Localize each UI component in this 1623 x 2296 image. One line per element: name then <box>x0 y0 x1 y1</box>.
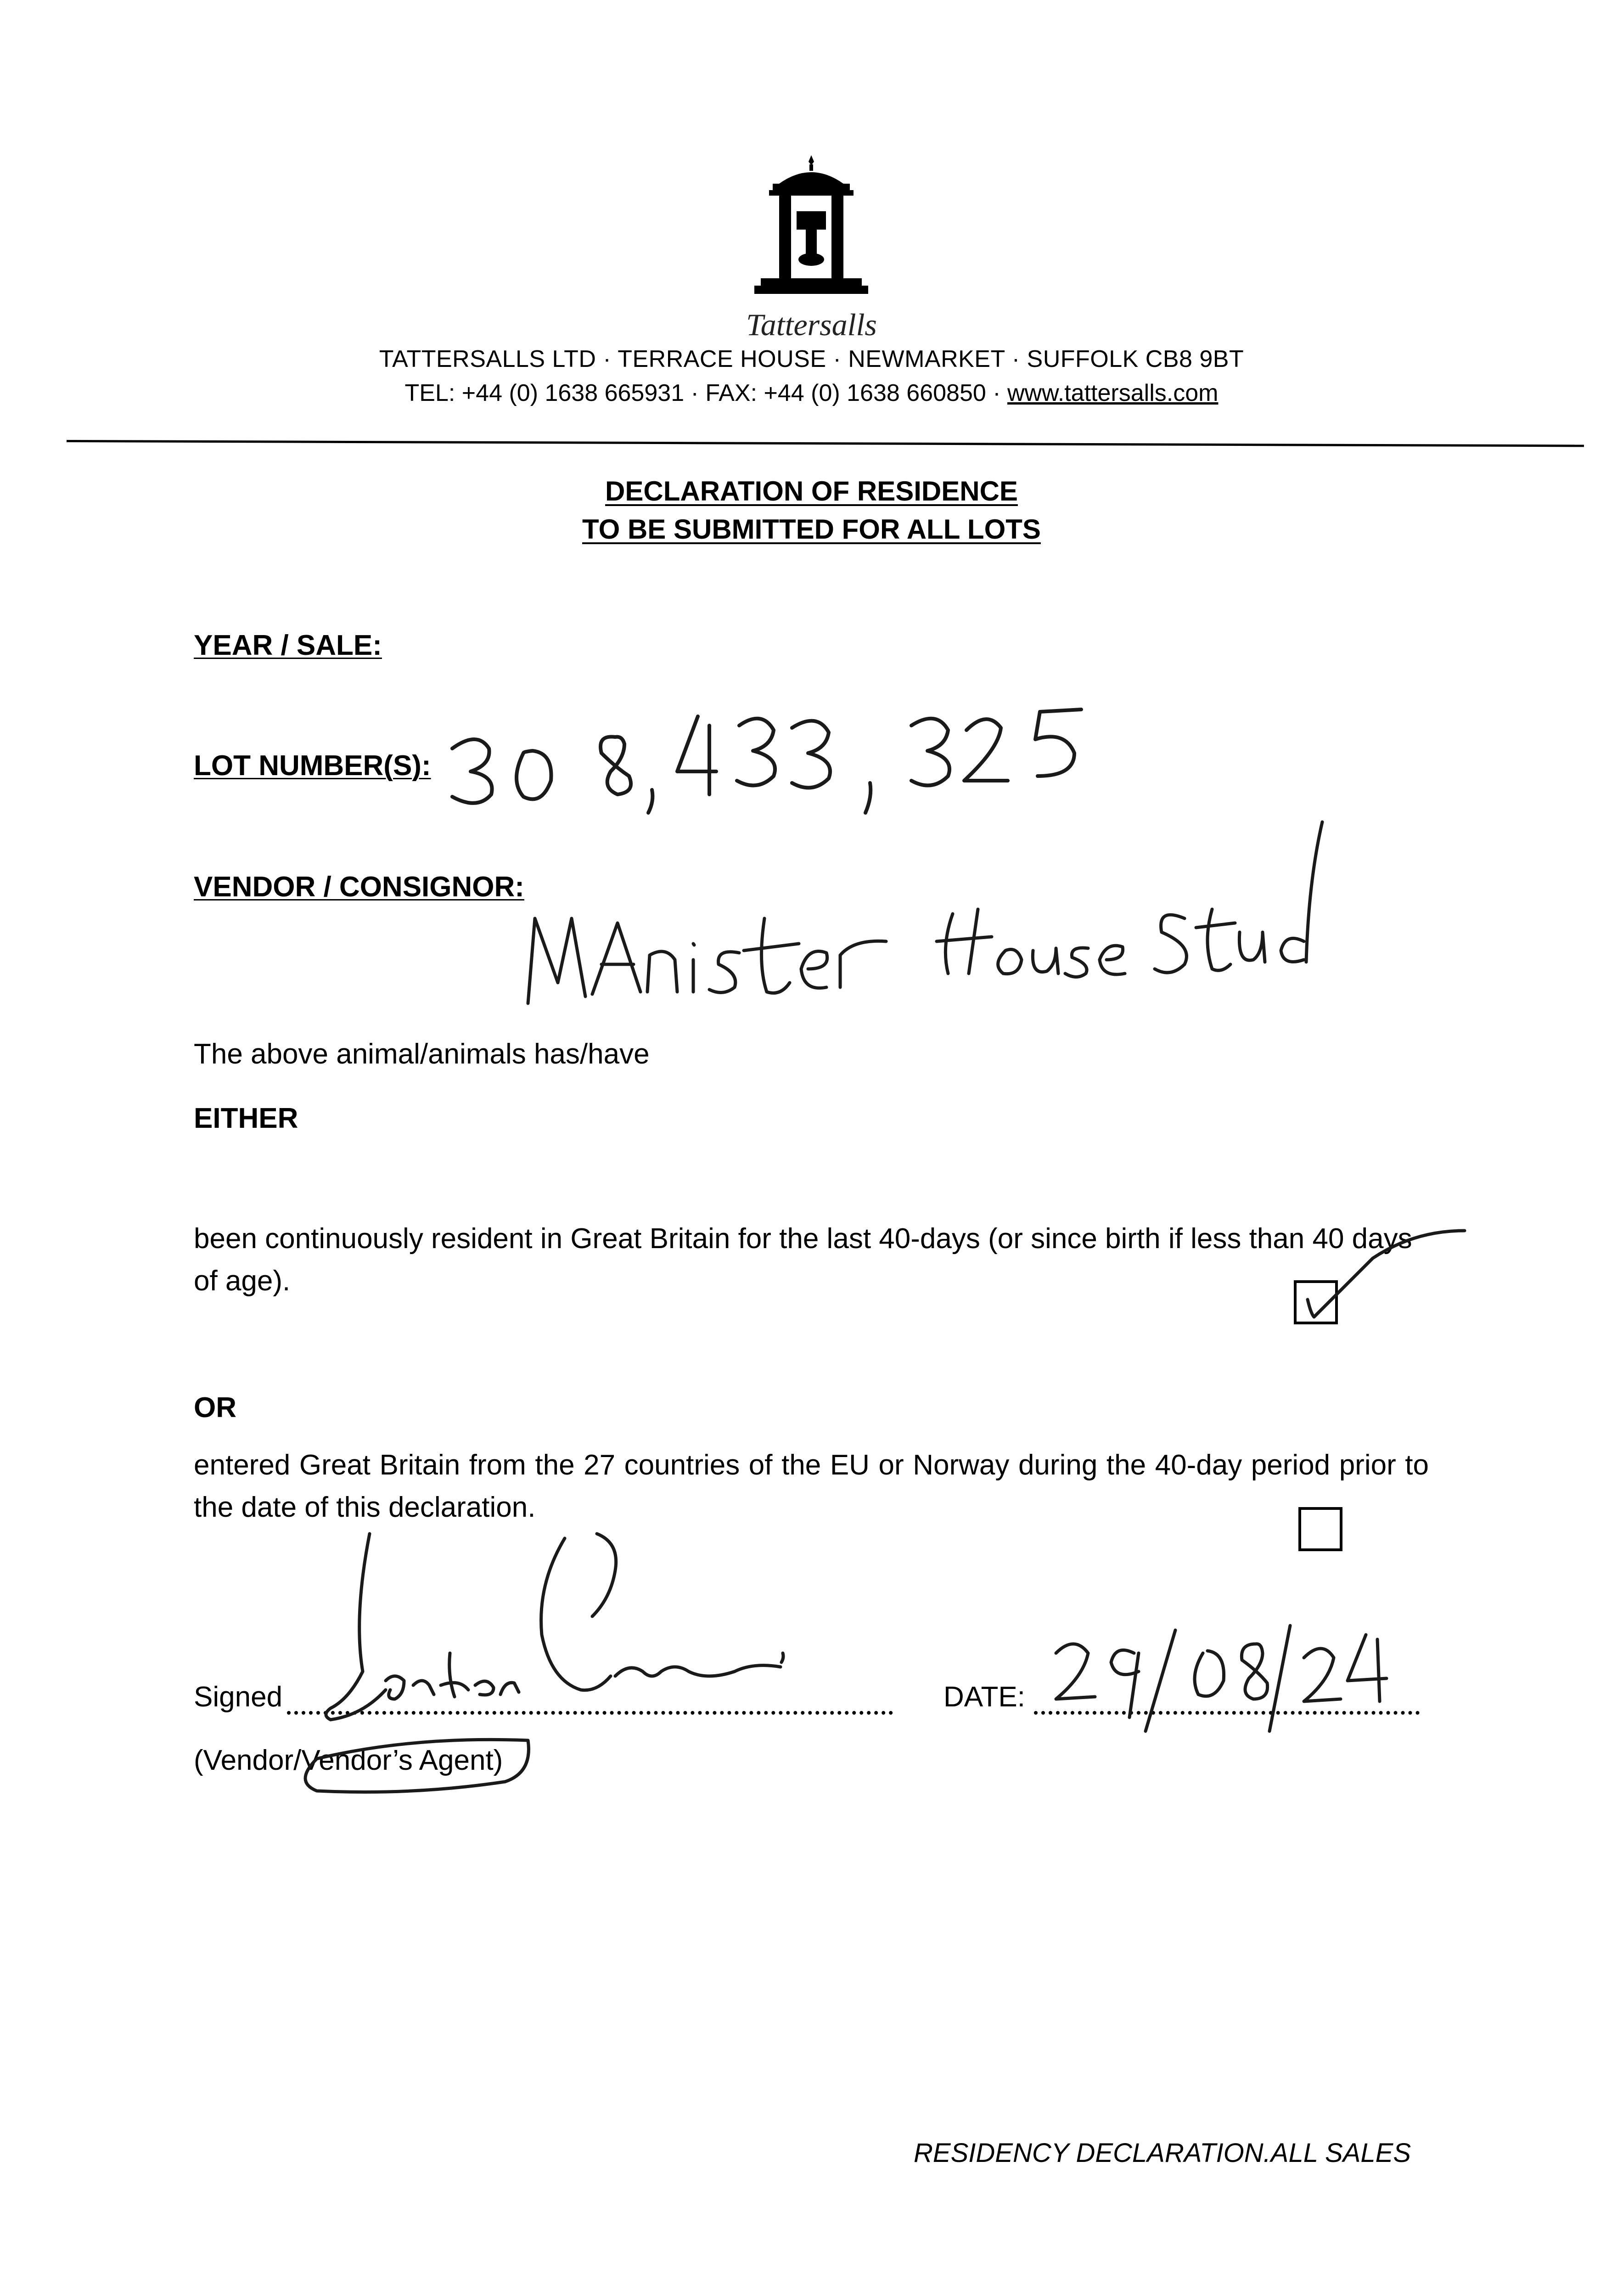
document-subtitle: TO BE SUBMITTED FOR ALL LOTS <box>582 514 1041 545</box>
lot-numbers-label: LOT NUMBER(S): <box>194 750 431 782</box>
date-line[interactable] <box>1034 1711 1420 1715</box>
document-title: DECLARATION OF RESIDENCE <box>605 476 1018 506</box>
signed-label: Signed <box>194 1681 283 1713</box>
company-address: TATTERSALLS LTD · TERRACE HOUSE · NEWMARKET · SUFFOLK CB8 9BT <box>379 346 1244 372</box>
either-heading: EITHER <box>194 1103 298 1134</box>
option-resident-text: been continuously resident in Great Britain for the last 40-days (or since birth if less than 40 days of age). <box>194 1223 1412 1297</box>
signer-role-label: (Vendor/Vendor’s Agent) <box>194 1745 503 1776</box>
date-label: DATE: <box>943 1681 1025 1713</box>
option-entered-text: entered Great Britain from the 27 countries of the EU or Norway during the 40-day period prior to the date of this declaration. <box>194 1449 1429 1523</box>
brand-name: Tattersalls <box>746 307 877 342</box>
declaration-intro: The above animal/animals has/have <box>194 1038 650 1070</box>
contact-line <box>0 379 1623 407</box>
date-handwriting <box>1056 1626 1387 1731</box>
tattersalls-logo <box>742 152 880 303</box>
vendor-handwriting <box>528 822 1322 1003</box>
lot-numbers-handwriting <box>452 709 1081 813</box>
website-link[interactable]: www.tattersalls.com <box>1007 380 1219 406</box>
year-sale-label: YEAR / SALE: <box>194 630 382 661</box>
vendor-consignor-label: VENDOR / CONSIGNOR: <box>194 871 524 903</box>
option-entered-checkbox[interactable] <box>1298 1507 1342 1551</box>
phone-fax: TEL: +44 (0) 1638 665931 · FAX: +44 (0) 1638 660850 · <box>404 380 1007 406</box>
option-resident-checkbox[interactable] <box>1294 1280 1338 1324</box>
signature-line[interactable] <box>287 1711 893 1715</box>
or-heading: OR <box>194 1392 236 1424</box>
header-divider <box>67 440 1584 447</box>
footer-label: RESIDENCY DECLARATION.ALL SALES <box>914 2138 1411 2168</box>
